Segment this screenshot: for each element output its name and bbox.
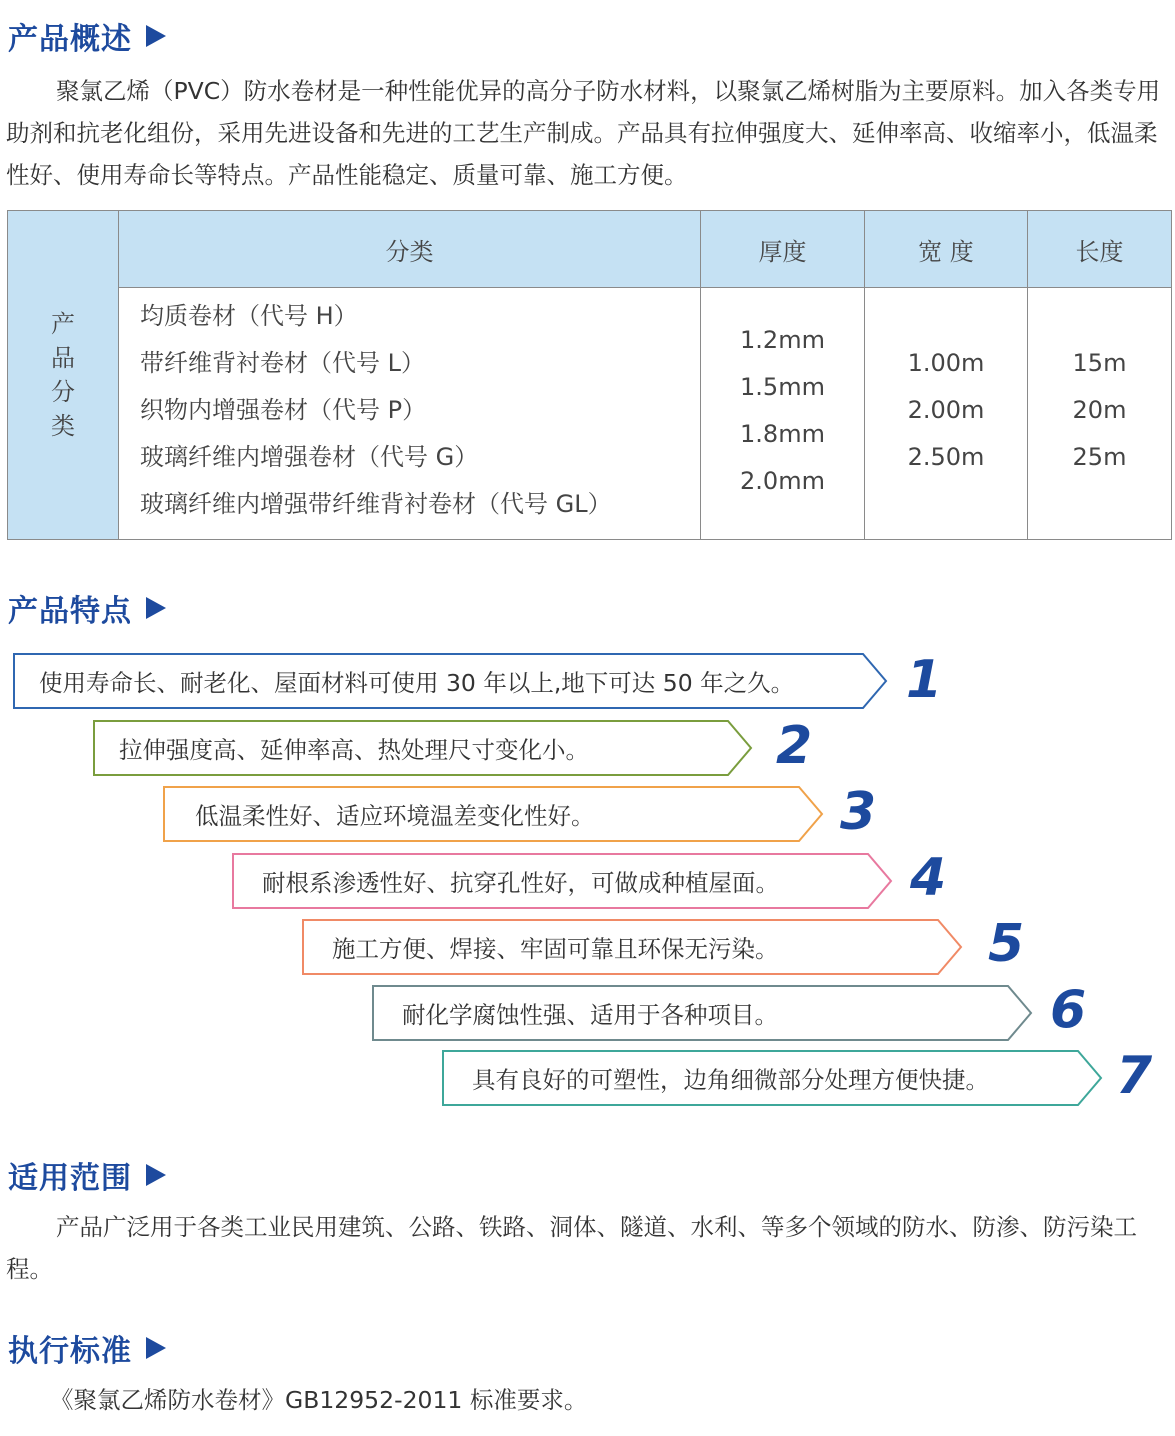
- thickness-cell: [700, 287, 865, 540]
- section-title-standard: [8, 1326, 166, 1370]
- width-cell: [864, 287, 1028, 540]
- spec-table: [7, 210, 1172, 540]
- feature-item: [372, 985, 1033, 1041]
- length-list: [1028, 340, 1171, 481]
- width-item: 2.00m: [907, 396, 985, 424]
- row-label-char: 类: [51, 412, 75, 440]
- scope-paragraph: 产品广泛用于各类工业民用建筑、公路、铁路、洞体、隧道、水利、等多个领域的防水、防渗、防污染工程。: [6, 1213, 1137, 1283]
- section-title-overview: [8, 14, 166, 58]
- header-length: 长度: [1027, 210, 1172, 288]
- feature-text: 耐化学腐蚀性强、适用于各种项目。: [402, 1001, 778, 1029]
- thickness-item: 2.0mm: [740, 467, 825, 495]
- features-title: 产品特点: [8, 594, 132, 629]
- feature-item: [302, 919, 963, 975]
- row-label-char: 产: [51, 310, 75, 338]
- thickness-item: 1.5mm: [740, 373, 825, 401]
- width-list: [865, 340, 1027, 481]
- row-label-char: 品: [51, 344, 75, 372]
- feature-item: [232, 853, 893, 909]
- length-item: 25m: [1072, 443, 1127, 471]
- length-item: 15m: [1072, 349, 1127, 377]
- header-category: 分类: [118, 210, 701, 288]
- feature-number: 3: [840, 782, 877, 842]
- triangle-right-icon: [146, 1164, 166, 1186]
- standard-paragraph: 《聚氯乙烯防水卷材》GB12952-2011 标准要求。: [50, 1386, 588, 1414]
- header-thickness: 厚度: [700, 210, 865, 288]
- category-item: 均质卷材（代号 H）: [140, 302, 358, 330]
- feature-text: 具有良好的可塑性，边角细微部分处理方便快捷。: [472, 1066, 989, 1094]
- row-label: [7, 210, 119, 540]
- feature-number: 2: [776, 716, 813, 776]
- thickness-list: [701, 317, 864, 505]
- standard-title: 执行标准: [8, 1334, 132, 1369]
- feature-item: [13, 653, 888, 709]
- section-title-features: [8, 586, 166, 630]
- length-item: 20m: [1072, 396, 1127, 424]
- triangle-right-icon: [146, 1337, 166, 1359]
- category-item: 玻璃纤维内增强卷材（代号 G）: [140, 443, 479, 471]
- category-item: 织物内增强卷材（代号 P）: [140, 396, 427, 424]
- feature-number: 4: [910, 848, 947, 908]
- width-item: 1.00m: [907, 349, 985, 377]
- header-width: 宽 度: [864, 210, 1028, 288]
- feature-text: 使用寿命长、耐老化、屋面材料可使用 30 年以上,地下可达 50 年之久。: [39, 669, 795, 697]
- overview-paragraph: 聚氯乙烯（PVC）防水卷材是一种性能优异的高分子防水材料，以聚氯乙烯树脂为主要原料。加入各类专用助剂和抗老化组份，采用先进设备和先进的工艺生产制成。产品具有拉伸强度大、延伸率高、收缩率小，低温柔性好、使用寿命长等特点。产品性能稳定、质量可靠、施工方便。: [6, 77, 1161, 189]
- feature-number: 6: [1050, 980, 1087, 1040]
- feature-item: [93, 720, 753, 776]
- feature-item: [163, 786, 824, 842]
- length-cell: [1027, 287, 1172, 540]
- feature-item: [442, 1050, 1103, 1106]
- scope-title: 适用范围: [8, 1161, 132, 1196]
- row-label-char: 分: [51, 378, 75, 406]
- category-item: 带纤维背衬卷材（代号 L）: [140, 349, 425, 377]
- feature-text: 耐根系渗透性好、抗穿孔性好，可做成种植屋面。: [262, 869, 779, 897]
- triangle-right-icon: [146, 25, 166, 47]
- overview-title: 产品概述: [8, 22, 132, 57]
- categories-cell: [118, 287, 701, 540]
- section-title-scope: [8, 1153, 166, 1197]
- feature-text: 拉伸强度高、延伸率高、热处理尺寸变化小。: [119, 736, 589, 764]
- feature-text: 低温柔性好、适应环境温差变化性好。: [195, 802, 595, 830]
- categories-list: [140, 293, 612, 528]
- thickness-item: 1.2mm: [740, 326, 825, 354]
- feature-text: 施工方便、焊接、牢固可靠且环保无污染。: [332, 935, 779, 963]
- thickness-item: 1.8mm: [740, 420, 825, 448]
- triangle-right-icon: [146, 597, 166, 619]
- feature-number: 1: [906, 650, 943, 710]
- width-item: 2.50m: [907, 443, 985, 471]
- feature-number: 7: [1116, 1046, 1153, 1106]
- feature-number: 5: [988, 914, 1025, 974]
- category-item: 玻璃纤维内增强带纤维背衬卷材（代号 GL）: [140, 490, 612, 518]
